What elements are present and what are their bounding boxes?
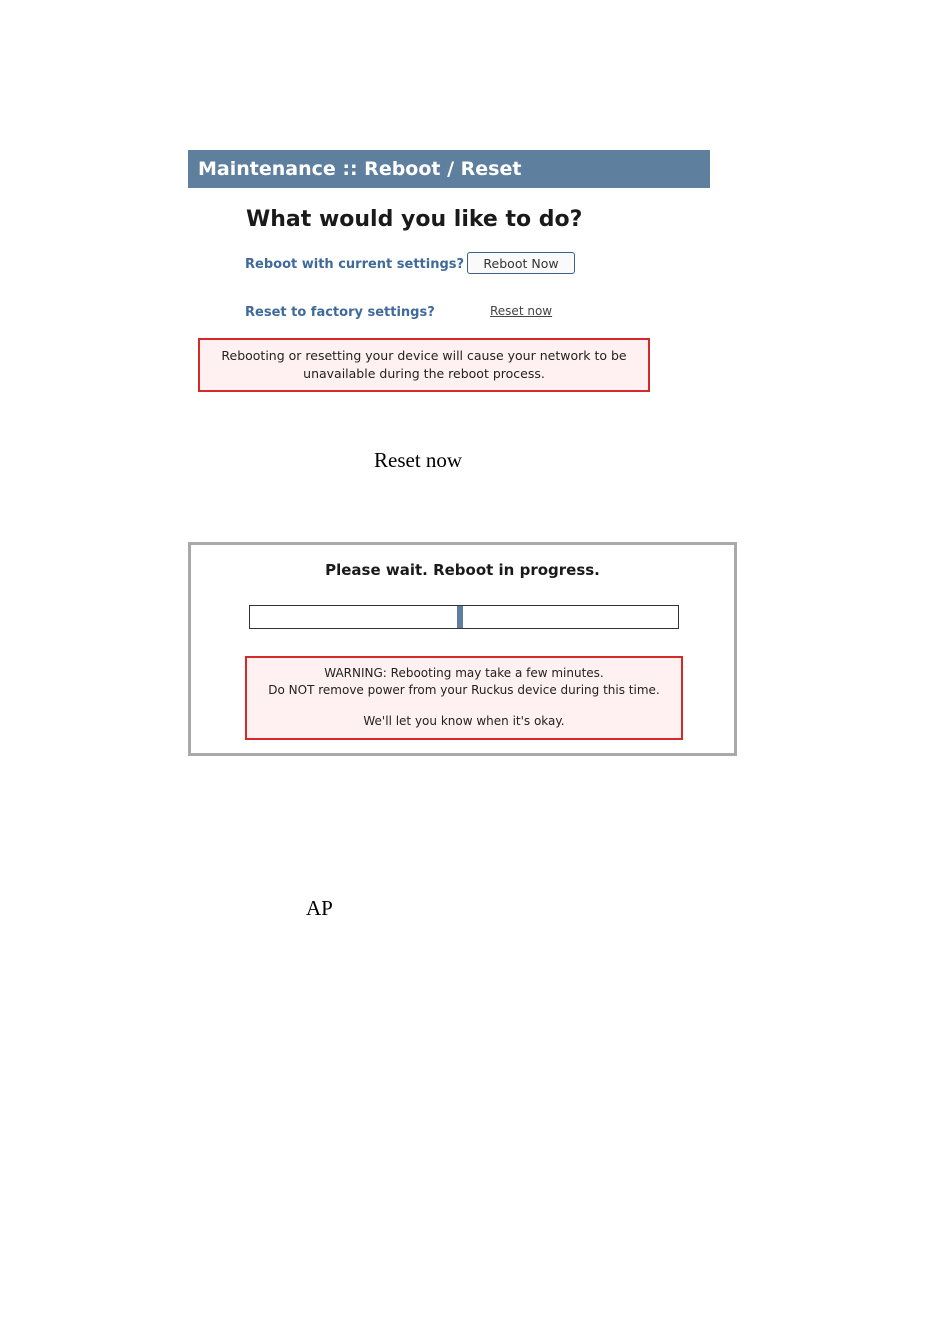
- reset-now-link[interactable]: Reset now: [490, 304, 553, 318]
- reboot-reset-screenshot: [188, 150, 710, 396]
- reboot-option-label: Reboot with current settings?: [245, 257, 465, 272]
- progress-warning-line-2: Do NOT remove power from your Ruckus device during this time.: [268, 683, 660, 698]
- progress-warning-text: [268, 666, 659, 731]
- progress-warning-line-3: We'll let you know when it's okay.: [363, 714, 565, 729]
- caption-ap: AP: [306, 896, 333, 920]
- reboot-warning-line-1: Rebooting or resetting your device will cause your network to be: [221, 348, 627, 363]
- reboot-warning-text: [221, 347, 626, 383]
- reboot-warning-box: [198, 338, 650, 392]
- progress-warning-box: [245, 656, 683, 740]
- reboot-progress-screenshot: [188, 542, 737, 756]
- please-wait-text: Please wait. Reboot in progress.: [325, 561, 600, 579]
- reboot-warning-line-2: unavailable during the reboot process.: [303, 366, 545, 381]
- reboot-progress-bar: [249, 605, 679, 629]
- question-heading: What would you like to do?: [246, 207, 583, 232]
- page-title: Maintenance :: Reboot / Reset: [198, 158, 522, 180]
- progress-marker: [457, 606, 463, 628]
- progress-warning-line-1: WARNING: Rebooting may take a few minutes.: [324, 666, 604, 681]
- caption-reset-now: Reset now: [374, 448, 463, 472]
- page-title-bar: [188, 150, 710, 188]
- reboot-now-button[interactable]: Reboot Now: [467, 252, 575, 274]
- reset-option-label: Reset to factory settings?: [245, 305, 435, 320]
